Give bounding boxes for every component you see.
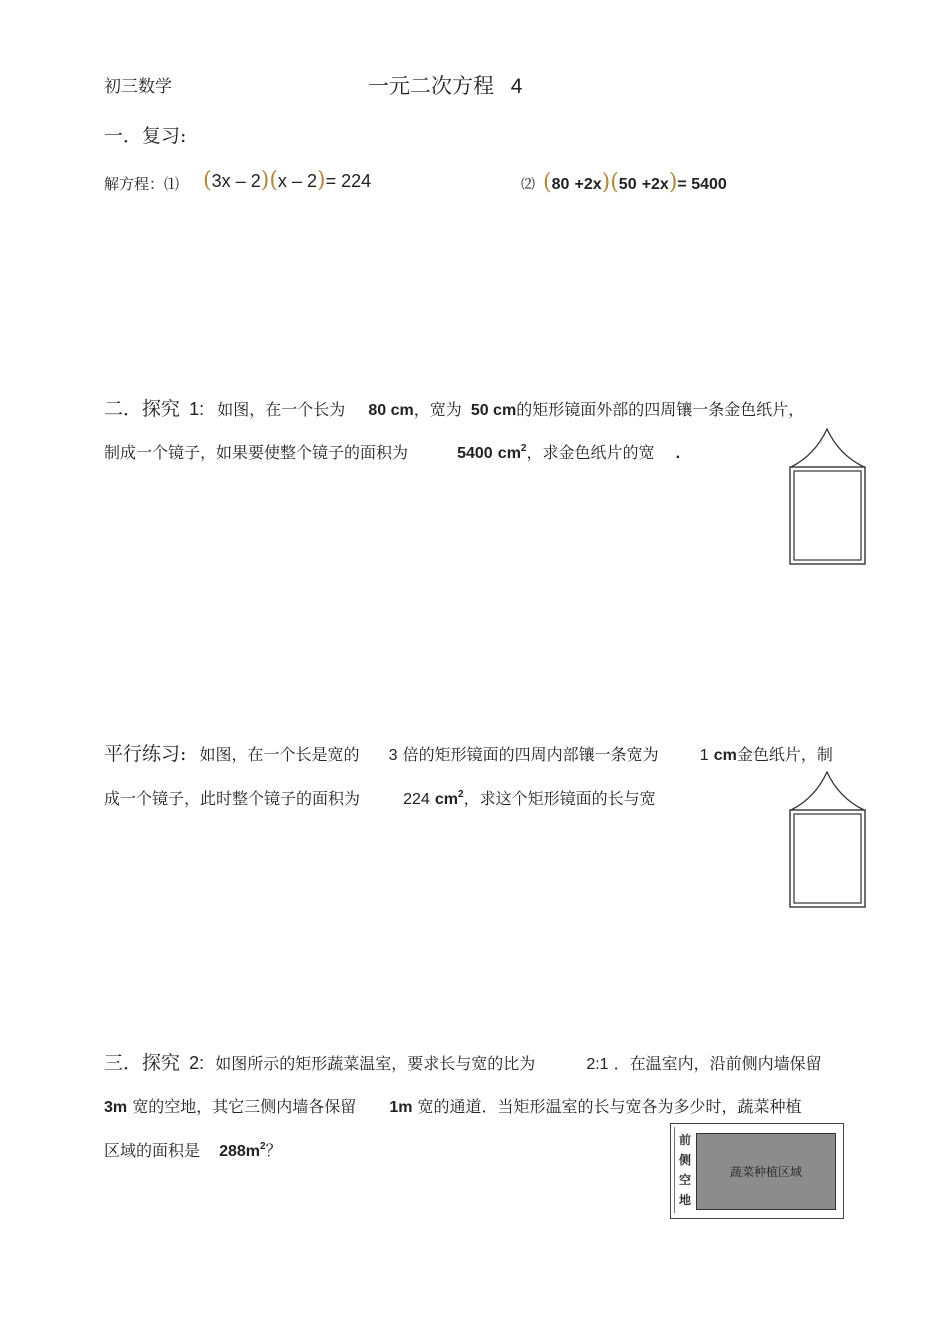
practice-line2: 成一个镜子，此时整个镜子的面积为 224 $cm^2$，求这个矩形镜面的长与宽	[104, 789, 656, 808]
page-title	[368, 70, 522, 100]
paren-join-icon: )(	[601, 170, 619, 195]
planting-area	[696, 1133, 836, 1210]
section2-heading: 二．探究	[104, 398, 181, 420]
equation-1: (3x – 2)(x – 2)= 224	[203, 168, 372, 193]
title-text: 一元二次方程	[368, 74, 494, 98]
section2-line1: 二．探究 1: 如图，在一个长为 80 cm，宽为 50 cm的矩形镜面外部的四周镶一条金色纸片，	[104, 398, 805, 420]
section1-heading: 一．复习:	[104, 125, 187, 147]
right-paren-icon: )	[317, 168, 326, 193]
subject-label: 初三数学	[104, 77, 172, 97]
paren-join-icon: )(	[260, 168, 278, 193]
greenhouse-diagram	[670, 1123, 844, 1219]
planting-area-label: 蔬菜种植区域	[729, 1165, 802, 1179]
left-paren-icon: (	[203, 168, 212, 193]
mirror-diagram-1	[785, 425, 870, 567]
left-paren-icon: (	[543, 170, 552, 195]
right-paren-icon: )	[668, 170, 678, 195]
equation-2: (80 +2x)(50 +2x)= 5400	[543, 170, 727, 195]
section3-line1: 三．探究 2: 如图所示的矩形蔬菜温室，要求长与宽的比为 2:1 ．在温室内，沿前侧内墙保留	[104, 1052, 822, 1074]
section2-line2: 制成一个镜子，如果要使整个镜子的面积为 5400 $cm^2$，求金色纸片的宽 .	[104, 443, 681, 462]
equation-prefix: 解方程：⑴	[104, 175, 180, 193]
practice-line1: 平行练习: 如图，在一个长是宽的 3 倍的矩形镜面的四周内部镶一条宽为 1 cm金色纸片，制	[104, 743, 833, 765]
mirror-diagram-2	[785, 768, 870, 910]
section3-line3: 区域的面积是 $288m^2$？	[104, 1141, 282, 1160]
lesson-number: 4	[510, 75, 523, 98]
equation-2-label: ⑵	[521, 177, 535, 193]
section3-heading: 三．探究	[104, 1052, 181, 1074]
section3-line2: 3m 宽的空地，其它三侧内墙各保留 1m 宽的通道．当矩形温室的长与宽各为多少时，蔬菜种植	[104, 1097, 802, 1116]
practice-heading: 平行练习:	[104, 743, 187, 765]
front-space-label: 前 侧 空 地	[678, 1133, 691, 1207]
